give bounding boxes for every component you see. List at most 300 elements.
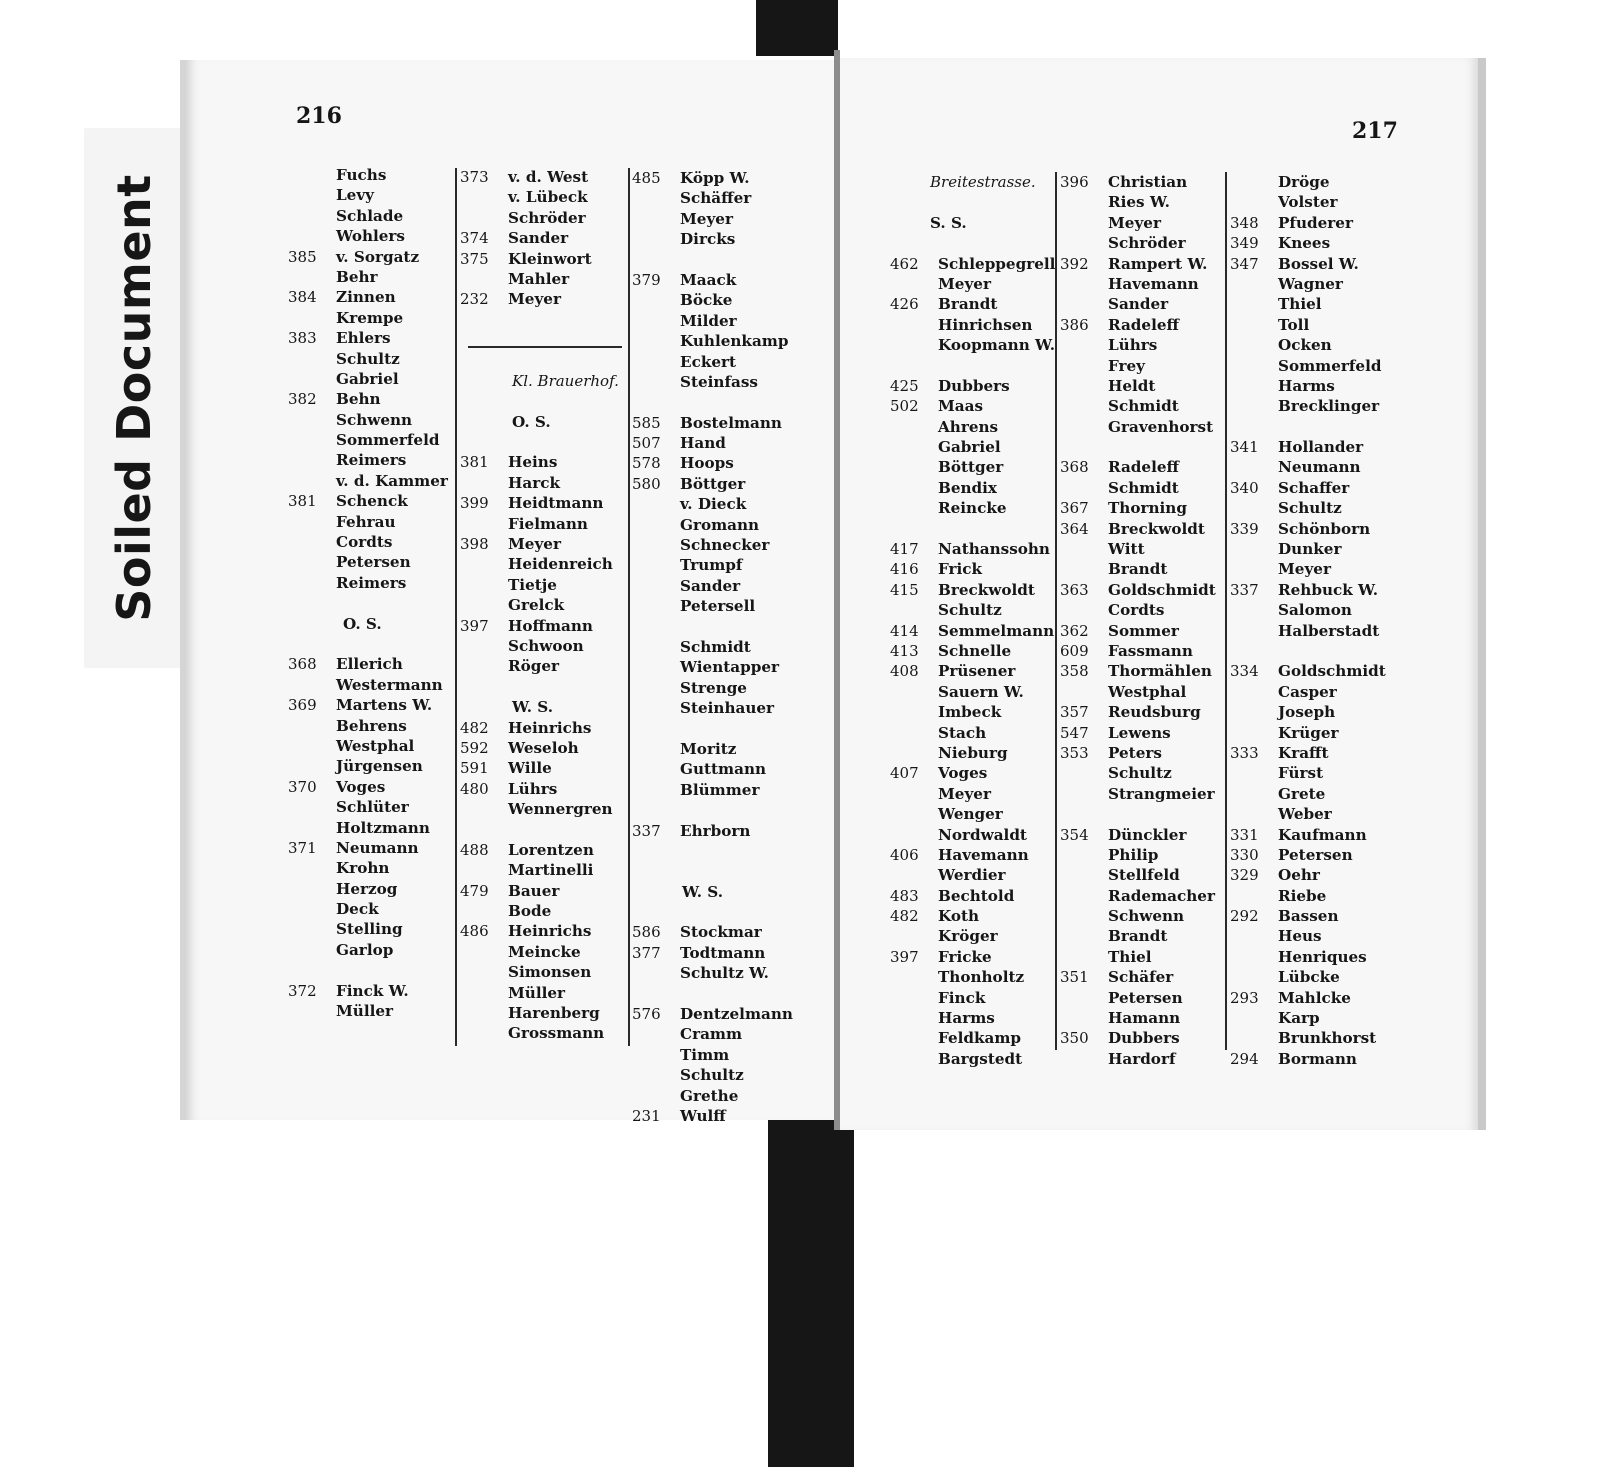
resident-name: Hoops [680, 454, 734, 473]
resident-name: Stellfeld [1108, 866, 1180, 885]
resident-name: Schnelle [938, 641, 1012, 660]
resident-name: Dubbers [1108, 1029, 1180, 1048]
directory-entry [288, 450, 454, 470]
house-number: 482 [460, 718, 489, 737]
resident-name: Schultz [680, 1066, 744, 1085]
directory-entry [1060, 315, 1224, 335]
directory-entry [1230, 356, 1400, 376]
directory-entry [632, 188, 807, 208]
house-number: 462 [890, 254, 919, 273]
directory-entry [288, 410, 454, 430]
directory-entry [1060, 192, 1224, 212]
resident-name: Schäfer [1108, 968, 1174, 987]
directory-entry [890, 498, 1054, 518]
page-number-left: 216 [296, 103, 342, 129]
resident-name: Havemann [1108, 274, 1199, 293]
resident-name: Heidtmann [508, 494, 604, 513]
house-number: 381 [460, 453, 489, 472]
directory-entry [288, 491, 454, 511]
resident-name: Henriques [1278, 947, 1367, 966]
directory-entry [632, 1086, 807, 1106]
directory-entry [1230, 254, 1400, 274]
resident-name: Volster [1278, 193, 1338, 212]
directory-entry [460, 228, 626, 248]
resident-name: Kuhlenkamp [680, 332, 789, 351]
resident-name: Müller [336, 1002, 394, 1021]
resident-name: Schlade [336, 206, 404, 225]
house-number: 341 [1230, 438, 1259, 457]
directory-entry [1230, 519, 1400, 539]
directory-column [890, 172, 1054, 1069]
resident-name: Strangmeier [1108, 784, 1215, 803]
directory-entry [890, 192, 1054, 212]
column-rule [455, 168, 457, 1046]
house-number: 413 [890, 641, 919, 660]
house-number: 502 [890, 397, 919, 416]
street-heading [460, 371, 626, 391]
house-number: 373 [460, 168, 489, 186]
directory-entry [632, 698, 807, 718]
house-number: 294 [1230, 1049, 1259, 1068]
house-number: 578 [632, 454, 661, 473]
resident-name: Harenberg [508, 1004, 600, 1023]
directory-entry [632, 637, 807, 657]
directory-entry [632, 963, 807, 983]
directory-entry [1230, 396, 1400, 416]
directory-entry [1060, 906, 1224, 926]
resident-name: Bauer [508, 881, 560, 900]
directory-entry [288, 328, 454, 348]
resident-name: Behn [336, 390, 381, 409]
directory-entry [1230, 315, 1400, 335]
directory-entry [1230, 1008, 1400, 1028]
directory-entry [1230, 376, 1400, 396]
resident-name: Casper [1278, 682, 1337, 701]
directory-entry [288, 206, 454, 226]
directory-entry [632, 922, 807, 942]
directory-entry [460, 758, 626, 778]
resident-name: Bossel W. [1278, 254, 1359, 273]
resident-name: Meyer [680, 209, 733, 228]
resident-name: Feldkamp [938, 1029, 1022, 1048]
directory-entry [1060, 254, 1224, 274]
directory-entry [288, 389, 454, 409]
directory-entry [288, 349, 454, 369]
directory-entry [288, 736, 454, 756]
house-number: 362 [1060, 621, 1089, 640]
directory-entry [460, 167, 626, 187]
directory-entry [632, 474, 807, 494]
resident-name: Schönborn [1278, 519, 1371, 538]
resident-name: Holtzmann [336, 818, 430, 837]
resident-name: Bechtold [938, 886, 1015, 905]
resident-name: Petersen [1108, 988, 1183, 1007]
directory-entry [460, 1023, 626, 1043]
directory-entry [1230, 233, 1400, 253]
house-number: 367 [1060, 499, 1089, 518]
resident-name: v. Sorgatz [336, 247, 420, 266]
house-number: 357 [1060, 703, 1089, 722]
resident-name: Kleinwort [508, 249, 592, 268]
directory-entry [632, 229, 807, 249]
directory-entry [288, 226, 454, 246]
directory-entry [1230, 600, 1400, 620]
house-number: 381 [288, 492, 317, 511]
resident-name: Behrens [336, 716, 407, 735]
directory-entry [1060, 743, 1224, 763]
directory-entry [1060, 437, 1224, 457]
resident-name: Bormann [1278, 1049, 1357, 1068]
directory-entry [1230, 865, 1400, 885]
resident-name: Milder [680, 311, 737, 330]
resident-name: Thorning [1108, 499, 1187, 518]
house-number: 372 [288, 981, 317, 1000]
resident-name: Brunkhorst [1278, 1029, 1377, 1048]
resident-name: Brecklinger [1278, 397, 1380, 416]
house-number: 354 [1060, 825, 1089, 844]
resident-name: Grethe [680, 1086, 739, 1105]
resident-name: Schlüter [336, 798, 409, 817]
directory-entry [1230, 743, 1400, 763]
directory-entry [1060, 926, 1224, 946]
directory-entry [1060, 784, 1224, 804]
resident-name: Timm [680, 1045, 730, 1064]
resident-name: Havemann [938, 845, 1029, 864]
resident-name: Guttmann [680, 760, 767, 779]
resident-name: Schultz [938, 601, 1002, 620]
resident-name: Hollander [1278, 438, 1364, 457]
directory-entry [1060, 478, 1224, 498]
directory-entry [890, 967, 1054, 987]
resident-name: Lührs [1108, 336, 1158, 355]
resident-name: Brandt [938, 295, 998, 314]
directory-entry [632, 494, 807, 514]
resident-name: Schwenn [336, 410, 413, 429]
directory-entry [460, 677, 626, 697]
resident-name: Knees [1278, 234, 1331, 253]
directory-entry [1230, 172, 1400, 192]
directory-entry [288, 512, 454, 532]
resident-name: Fassmann [1108, 641, 1193, 660]
directory-entry [1060, 804, 1224, 824]
directory-entry [1230, 702, 1400, 722]
resident-name: Garlop [336, 940, 394, 959]
directory-entry [890, 519, 1054, 539]
directory-entry [1060, 763, 1224, 783]
directory-entry [632, 433, 807, 453]
house-number: 406 [890, 845, 919, 864]
directory-entry [632, 453, 807, 473]
resident-name: Thormählen [1108, 662, 1212, 681]
resident-name: Lührs [508, 779, 558, 798]
directory-entry [890, 743, 1054, 763]
directory-entry [632, 943, 807, 963]
directory-entry [288, 430, 454, 450]
directory-entry [1230, 335, 1400, 355]
resident-name: Meyer [508, 535, 561, 554]
resident-name: Fürst [1278, 764, 1324, 783]
directory-entry [632, 821, 807, 841]
directory-entry [288, 267, 454, 287]
directory-entry [632, 290, 807, 310]
house-number: 485 [632, 169, 661, 187]
directory-entry [460, 575, 626, 595]
directory-entry [632, 209, 807, 229]
resident-name: Ehrborn [680, 821, 751, 840]
house-number: 383 [288, 329, 317, 348]
house-number: 399 [460, 494, 489, 513]
directory-entry [890, 274, 1054, 294]
directory-entry [1060, 498, 1224, 518]
resident-name: Bode [508, 902, 552, 921]
section-header [460, 412, 626, 432]
directory-entry [1060, 335, 1224, 355]
resident-name: Breckwoldt [1108, 519, 1205, 538]
directory-entry [460, 310, 626, 330]
directory-entry [890, 702, 1054, 722]
directory-entry [890, 988, 1054, 1008]
resident-name: Oehr [1278, 866, 1320, 885]
directory-entry [1230, 641, 1400, 661]
section-header [460, 697, 626, 717]
directory-entry [1230, 437, 1400, 457]
resident-name: Behr [336, 267, 378, 286]
house-number: 586 [632, 923, 661, 942]
directory-entry [1060, 723, 1224, 743]
house-number: 408 [890, 662, 919, 681]
resident-name: Herzog [336, 879, 398, 898]
directory-entry [460, 249, 626, 269]
directory-entry [1060, 559, 1224, 579]
book-gutter [834, 50, 840, 1130]
house-number: 507 [632, 434, 661, 453]
directory-entry [288, 879, 454, 899]
heading-text: O. S. [512, 412, 551, 431]
resident-name: Goldschmidt [1278, 662, 1386, 681]
section-header [288, 614, 454, 634]
resident-name: Heus [1278, 927, 1322, 946]
resident-name: Stockmar [680, 923, 762, 942]
directory-entry [1230, 661, 1400, 681]
house-number: 386 [1060, 315, 1089, 334]
directory-entry [288, 756, 454, 776]
directory-entry [1060, 274, 1224, 294]
directory-entry [1230, 926, 1400, 946]
directory-entry [632, 841, 807, 861]
resident-name: Fielmann [508, 514, 588, 533]
resident-name: Schwenn [1108, 907, 1185, 926]
house-number: 333 [1230, 743, 1259, 762]
directory-entry [890, 233, 1054, 253]
directory-entry [890, 1049, 1054, 1069]
resident-name: Karp [1278, 1009, 1320, 1028]
house-number: 384 [288, 288, 317, 307]
directory-entry [288, 1001, 454, 1021]
house-number: 374 [460, 229, 489, 248]
directory-entry [460, 534, 626, 554]
resident-name: Bassen [1278, 907, 1339, 926]
resident-name: Thiel [1278, 295, 1322, 314]
directory-entry [1230, 967, 1400, 987]
directory-entry [632, 576, 807, 596]
resident-name: Blümmer [680, 780, 760, 799]
directory-entry [1060, 825, 1224, 845]
directory-entry [460, 656, 626, 676]
directory-entry [1230, 825, 1400, 845]
directory-entry [1060, 233, 1224, 253]
resident-name: Heldt [1108, 376, 1156, 395]
resident-name: Wenger [938, 805, 1003, 824]
directory-entry [288, 634, 454, 654]
house-number: 293 [1230, 988, 1259, 1007]
directory-entry [288, 165, 454, 185]
directory-entry [460, 351, 626, 371]
resident-name: Wulff [680, 1106, 726, 1125]
resident-name: Wagner [1278, 274, 1343, 293]
directory-entry [460, 718, 626, 738]
house-number: 576 [632, 1005, 661, 1024]
directory-entry [288, 308, 454, 328]
resident-name: Petersell [680, 597, 756, 616]
directory-entry [1230, 539, 1400, 559]
resident-name: Sommerfeld [1278, 356, 1382, 375]
resident-name: Dubbers [938, 376, 1010, 395]
resident-name: Koopmann W. [938, 336, 1056, 355]
directory-entry [460, 921, 626, 941]
directory-entry [288, 287, 454, 307]
directory-entry [288, 695, 454, 715]
directory-entry [288, 593, 454, 613]
resident-name: Christian [1108, 173, 1188, 191]
resident-name: Rehbuck W. [1278, 580, 1379, 599]
directory-entry [288, 777, 454, 797]
resident-name: Harms [1278, 376, 1335, 395]
resident-name: Hand [680, 434, 726, 453]
resident-name: Schultz W. [680, 964, 769, 983]
resident-name: Hardorf [1108, 1049, 1176, 1068]
directory-entry [288, 899, 454, 919]
resident-name: Maack [680, 270, 737, 289]
directory-entry [1230, 478, 1400, 498]
directory-entry [632, 352, 807, 372]
house-number: 609 [1060, 641, 1089, 660]
resident-name: Meyer [938, 274, 991, 293]
directory-entry [1060, 988, 1224, 1008]
resident-name: Thonholtz [938, 968, 1025, 987]
directory-entry [890, 947, 1054, 967]
resident-name: Todtmann [680, 943, 766, 962]
directory-entry [460, 1003, 626, 1023]
house-number: 370 [288, 777, 317, 796]
directory-entry [890, 784, 1054, 804]
directory-entry [460, 208, 626, 228]
directory-entry [1060, 519, 1224, 539]
resident-name: Heins [508, 453, 558, 472]
resident-name: Rampert W. [1108, 254, 1208, 273]
resident-name: Mahler [508, 269, 570, 288]
directory-entry [460, 330, 626, 350]
directory-entry [890, 825, 1054, 845]
directory-entry [1060, 845, 1224, 865]
resident-name: Philip [1108, 845, 1159, 864]
directory-entry [890, 600, 1054, 620]
directory-entry [460, 432, 626, 452]
directory-entry [1230, 580, 1400, 600]
resident-name: Bendix [938, 478, 997, 497]
resident-name: Meyer [508, 290, 561, 309]
directory-entry [460, 820, 626, 840]
directory-entry [890, 580, 1054, 600]
house-number: 369 [288, 696, 317, 715]
directory-entry [460, 514, 626, 534]
house-number: 486 [460, 922, 489, 941]
resident-name: Petersen [336, 553, 411, 572]
resident-name: Moritz [680, 739, 737, 758]
directory-entry [288, 919, 454, 939]
resident-name: Schaffer [1278, 478, 1350, 497]
resident-name: Böcke [680, 291, 733, 310]
directory-entry [632, 372, 807, 392]
directory-entry [460, 636, 626, 656]
directory-entry [288, 185, 454, 205]
directory-entry [890, 294, 1054, 314]
resident-name: Harms [938, 1009, 995, 1028]
directory-entry [632, 1065, 807, 1085]
house-number: 379 [632, 270, 661, 289]
resident-name: Finck W. [336, 981, 409, 1000]
resident-name: Peters [1108, 743, 1162, 762]
directory-entry [1230, 845, 1400, 865]
house-number: 340 [1230, 478, 1259, 497]
resident-name: Radeleff [1108, 458, 1179, 477]
house-number: 347 [1230, 254, 1259, 273]
resident-name: Neumann [336, 838, 419, 857]
house-number: 358 [1060, 662, 1089, 681]
resident-name: Bargstedt [938, 1049, 1023, 1068]
directory-column [1230, 172, 1400, 1069]
resident-name: Koth [938, 907, 980, 926]
directory-entry [1060, 947, 1224, 967]
house-number: 415 [890, 580, 919, 599]
resident-name: Martens W. [336, 696, 433, 715]
house-number: 426 [890, 295, 919, 314]
heading-text: W. S. [512, 698, 553, 717]
directory-entry [288, 675, 454, 695]
resident-name: Cramm [680, 1025, 743, 1044]
resident-name: Lorentzen [508, 840, 594, 859]
directory-entry [632, 515, 807, 535]
house-number: 397 [460, 616, 489, 635]
resident-name: Westphal [1108, 682, 1187, 701]
house-number: 488 [460, 840, 489, 859]
resident-name: Meyer [1108, 213, 1161, 232]
resident-name: Fehrau [336, 512, 396, 531]
resident-name: Eckert [680, 352, 737, 371]
directory-entry [1060, 702, 1224, 722]
resident-name: Stach [938, 723, 987, 742]
directory-entry [1060, 1028, 1224, 1048]
directory-entry [890, 315, 1054, 335]
directory-entry [632, 250, 807, 270]
directory-entry [1060, 1049, 1224, 1069]
resident-name: v. Lübeck [508, 188, 588, 207]
directory-entry [1060, 356, 1224, 376]
directory-entry [632, 984, 807, 1004]
resident-name: Kaufmann [1278, 825, 1367, 844]
resident-name: Wohlers [336, 227, 405, 246]
bookmark-ribbon-bottom [768, 1118, 854, 1467]
house-number: 339 [1230, 519, 1259, 538]
